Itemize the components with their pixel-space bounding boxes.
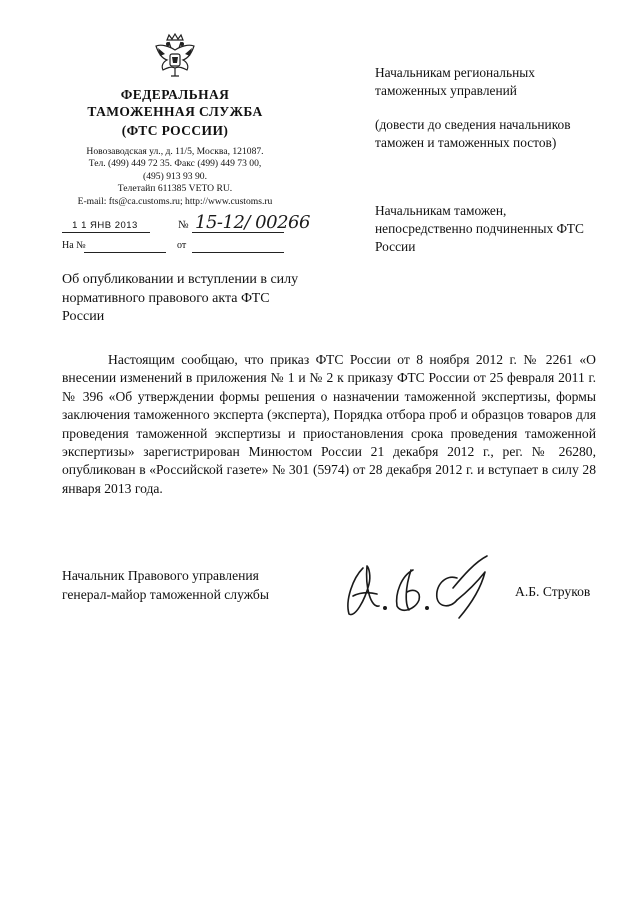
russian-coat-of-arms-icon bbox=[153, 32, 197, 82]
reply-date-underline bbox=[192, 252, 284, 253]
signatory-title-line1: Начальник Правового управления bbox=[62, 568, 259, 583]
registration-number-label: № bbox=[178, 219, 189, 231]
signatory-title bbox=[62, 567, 269, 604]
org-name-line2: ТАМОЖЕННАЯ СЛУЖБА bbox=[87, 104, 263, 119]
address-line: E-mail: fts@ca.customs.ru; http://www.customs.ru bbox=[77, 195, 273, 207]
address-line: Новозаводская ул., д. 11/5, Москва, 121087. bbox=[86, 146, 264, 157]
org-name-line1: ФЕДЕРАЛЬНАЯ bbox=[120, 87, 230, 102]
registration-date: 1 1 ЯНВ 2013 bbox=[72, 220, 138, 231]
reply-number-underline bbox=[84, 252, 166, 253]
handwritten-signature-icon bbox=[335, 548, 505, 626]
letter-body: Настоящим сообщаю, что приказ ФТС России от 8 ноября 2012 г. № 2261 «О внесении изменений в приложения № 1 и № 2 к приказу ФТС России от 25 февраля 2011 г. № 396 «Об утверждении формы решения о назначении таможенной экспертизы, формы заключения таможенного эксперта (эксперта), Порядка отбора проб и образцов товаров для проведения таможенной экспертизы и приостановления срока проведения таможенной экспертизы» зарегистрирован Минюстом России 21 декабря 2012 г., рег. № 26280, опубликован в «Российской газете» № 301 (5974) от 28 декабря 2012 г. и вступает в силу 28 января 2013 года. bbox=[62, 352, 596, 496]
signatory-title-line2: генерал-майор таможенной службы bbox=[62, 586, 269, 602]
addressee-regional: Начальникам региональных таможенных управлений bbox=[375, 65, 535, 98]
registration-number-value: 15-12/ 00266 bbox=[195, 212, 310, 233]
date-underline bbox=[62, 232, 150, 233]
address-line: Телетайп 611385 VETO RU. bbox=[117, 183, 233, 195]
org-name-line3: (ФТС РОССИИ) bbox=[121, 123, 229, 138]
org-address bbox=[60, 146, 290, 208]
addressee-customs: Начальникам таможен, непосредственно подчиненных ФТС России bbox=[375, 203, 584, 254]
reply-date-label: от bbox=[177, 240, 187, 251]
letter-subject: Об опубликовании и вступлении в силу нормативного правового акта ФТС России bbox=[62, 272, 299, 324]
reply-number-label: На № bbox=[62, 240, 86, 251]
addressee-note: (довести до сведения начальников таможен и таможенных постов) bbox=[375, 117, 571, 150]
signer-name: А.Б. Струков bbox=[515, 584, 591, 599]
address-line: (495) 913 93 90. bbox=[143, 170, 207, 182]
address-line: Тел. (499) 449 72 35. Факс (499) 449 73 00, bbox=[88, 158, 262, 170]
